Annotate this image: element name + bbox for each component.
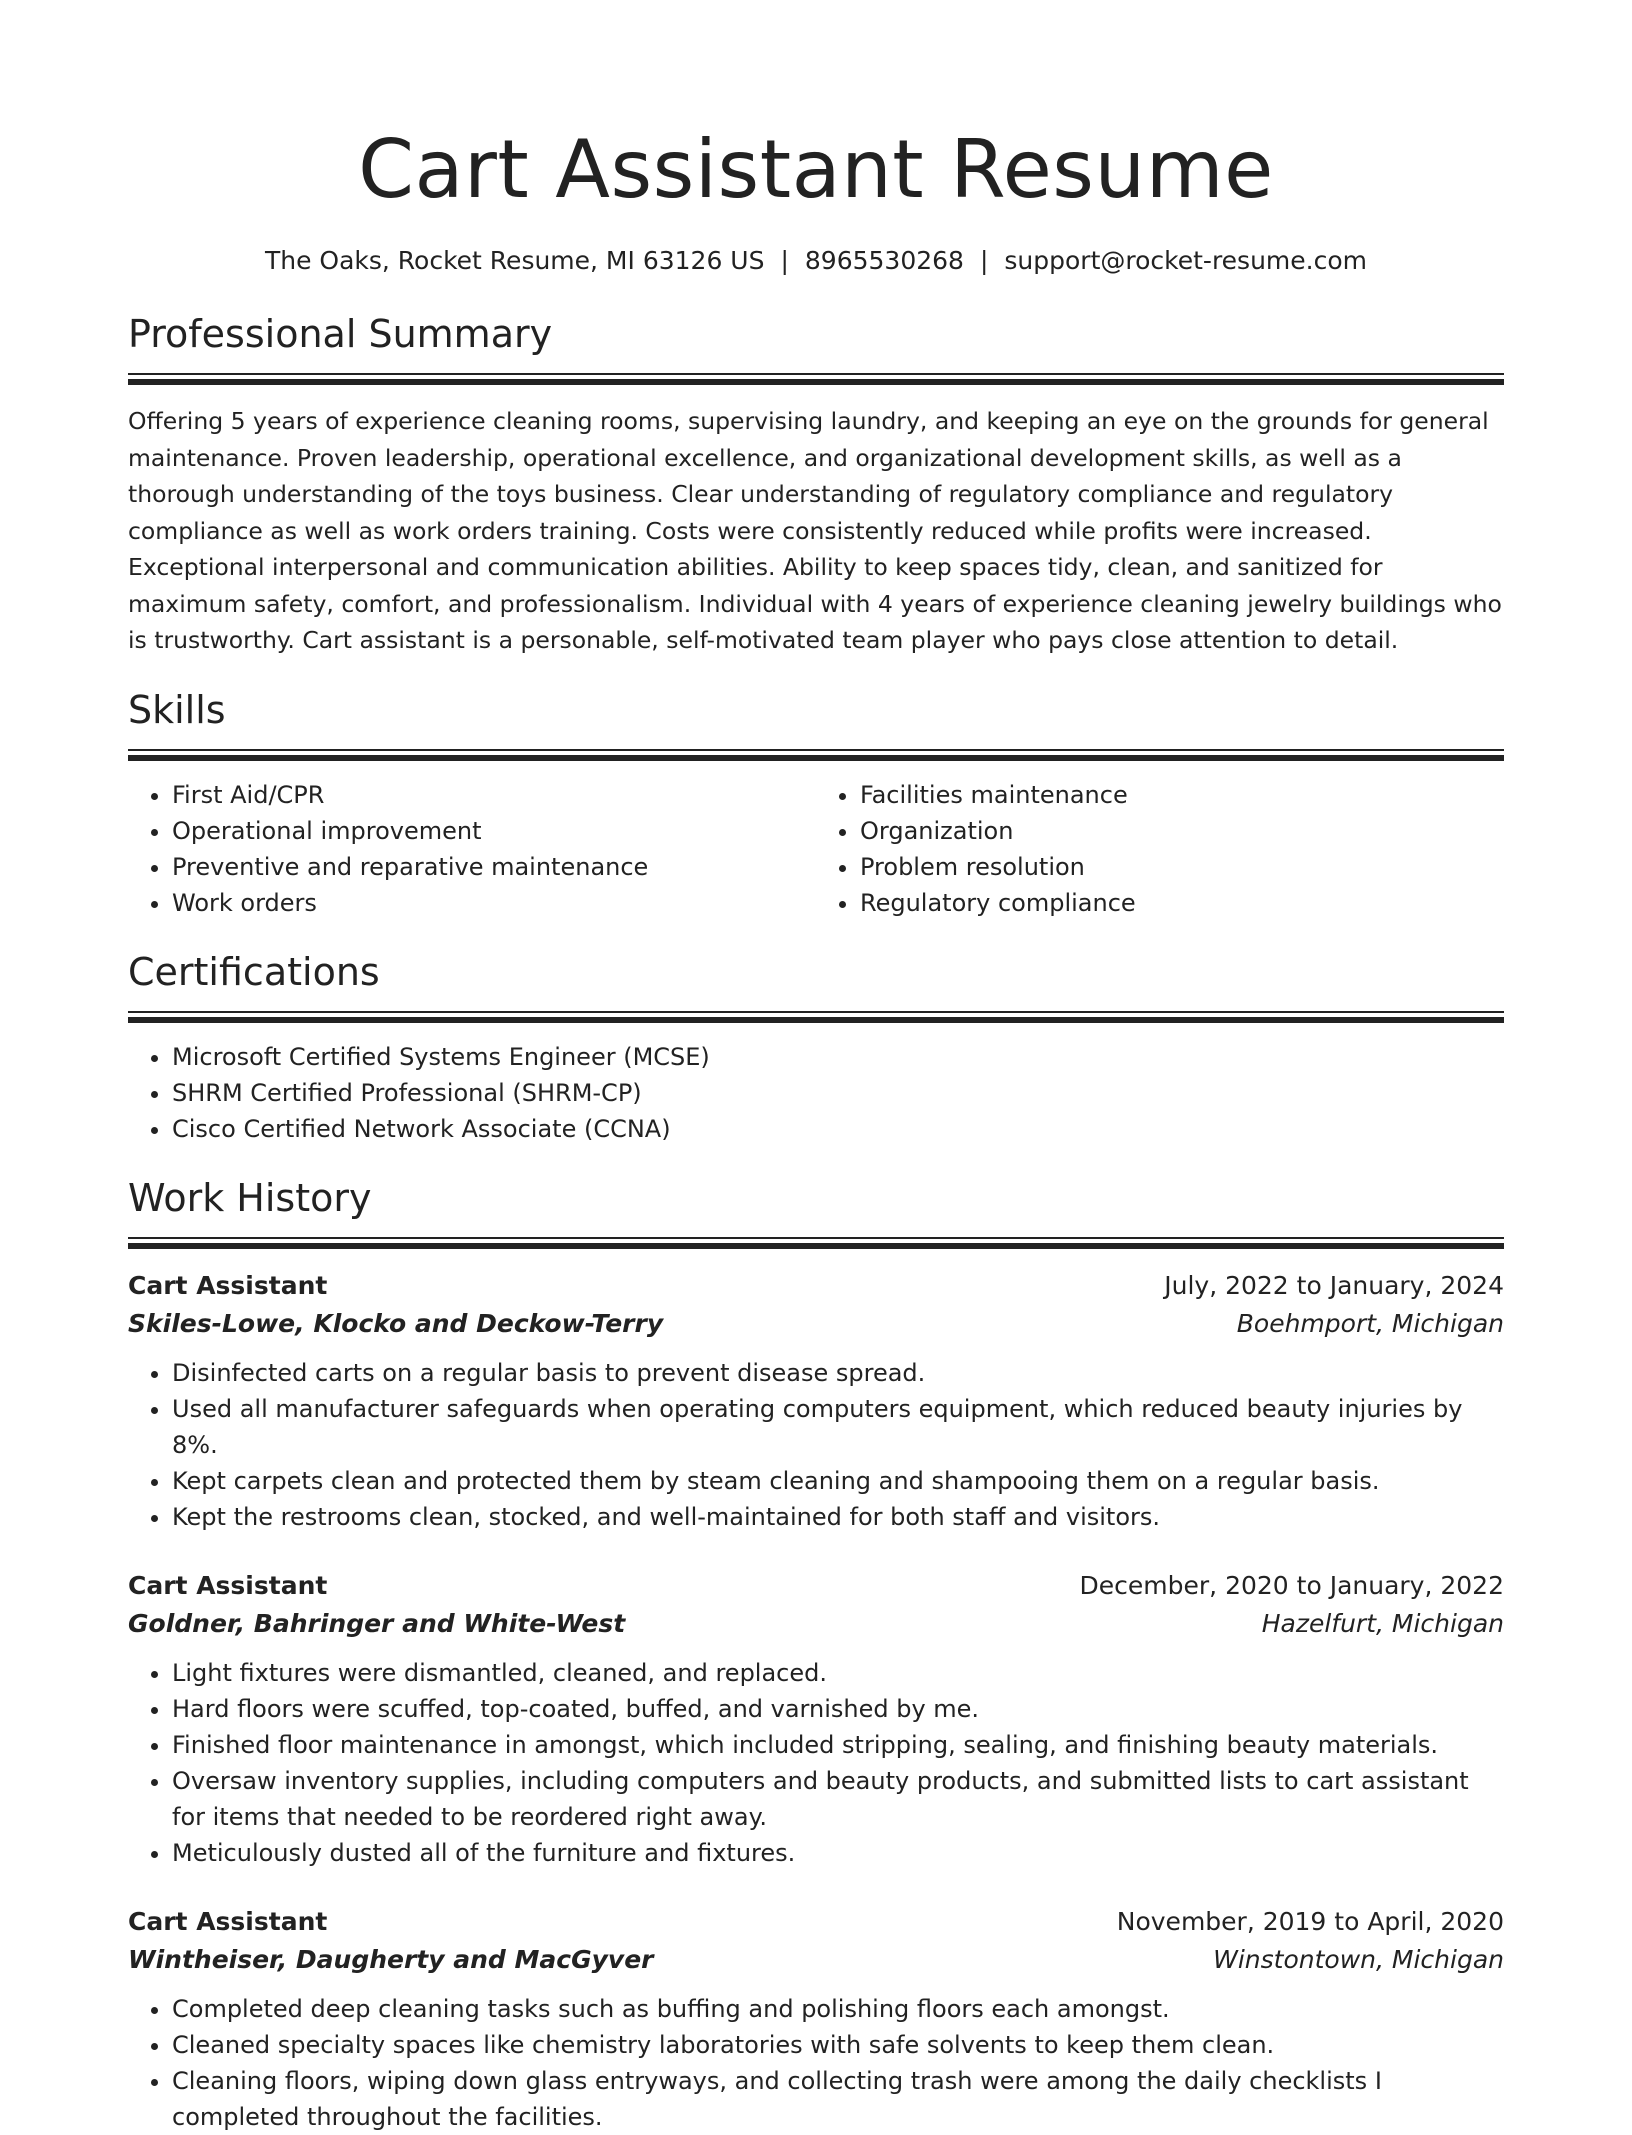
job-subheader bbox=[128, 1941, 1504, 1979]
contact-address: The Oaks, Rocket Resume, MI 63126 US bbox=[264, 246, 765, 275]
summary-text: Offering 5 years of experience cleaning rooms, supervising laundry, and keeping an eye on the grounds for general maintenance. Proven leadership, operational excellence, and organizational development skills, as well as a thorough understanding of the toys business. Clear understanding of regulatory compliance and regulatory compliance as well as work orders training. Costs were consistently reduced while profits were increased. Exceptional interpersonal and communication abilities. Ability to keep spaces tidy, clean, and sanitized for maximum safety, comfort, and professionalism. Individual with 4 years of experience cleaning jewelry buildings who is trustworthy. Cart assistant is a personable, self-motivated team player who pays close attention to detail. bbox=[128, 407, 1502, 654]
certification-item: • Cisco Certified Network Associate (CCNA) bbox=[172, 1111, 1504, 1147]
job-entry bbox=[128, 1567, 1504, 1871]
section-heading-certifications: Certifications bbox=[128, 949, 380, 994]
job-company: Wintheiser, Daugherty and MacGyver bbox=[128, 1944, 654, 1974]
job-bullet: • Kept carpets clean and protected them by steam cleaning and shampooing them on a regular basis. bbox=[172, 1463, 1504, 1499]
job-header bbox=[128, 1903, 1504, 1941]
job-title: Cart Assistant bbox=[128, 1906, 328, 1936]
work-history-section bbox=[128, 1173, 1504, 2135]
resume-title: Cart Assistant Resume bbox=[358, 123, 1274, 216]
section-divider bbox=[128, 1237, 1504, 1249]
job-title: Cart Assistant bbox=[128, 1270, 328, 1300]
job-entry bbox=[128, 1903, 1504, 2135]
contact-email: support@rocket-resume.com bbox=[1004, 246, 1368, 275]
skill-item: • Operational improvement bbox=[172, 813, 816, 849]
job-header bbox=[128, 1267, 1504, 1305]
skill-item: • Work orders bbox=[172, 885, 816, 921]
job-dates: November, 2019 to April, 2020 bbox=[1116, 1906, 1504, 1936]
contact-separator: | bbox=[780, 246, 789, 275]
resume-page bbox=[128, 118, 1504, 2135]
section-heading-skills: Skills bbox=[128, 687, 226, 732]
skills-columns bbox=[128, 777, 1504, 921]
job-entry bbox=[128, 1267, 1504, 1535]
section-divider bbox=[128, 1011, 1504, 1023]
job-company: Skiles-Lowe, Klocko and Deckow-Terry bbox=[128, 1308, 664, 1338]
contact-phone: 8965530268 bbox=[804, 246, 964, 275]
section-divider bbox=[128, 373, 1504, 385]
contact-line bbox=[128, 244, 1504, 278]
job-bullet: • Oversaw inventory supplies, including computers and beauty products, and submitted lists to cart assistant for items that needed to be reordered right away. bbox=[172, 1763, 1504, 1835]
job-bullet: • Hard floors were scuffed, top-coated, buffed, and varnished by me. bbox=[172, 1691, 1504, 1727]
job-bullet: • Cleaning floors, wiping down glass entryways, and collecting trash were among the daily checklists I completed throughout the facilities. bbox=[172, 2063, 1504, 2135]
skill-item: • Problem resolution bbox=[860, 849, 1504, 885]
job-bullets bbox=[128, 1655, 1504, 1871]
skill-item: • Facilities maintenance bbox=[860, 777, 1504, 813]
job-bullets bbox=[128, 1991, 1504, 2135]
job-bullets bbox=[128, 1355, 1504, 1535]
job-subheader bbox=[128, 1605, 1504, 1643]
job-dates: December, 2020 to January, 2022 bbox=[1079, 1570, 1504, 1600]
skill-item: • Regulatory compliance bbox=[860, 885, 1504, 921]
section-heading-work-history: Work History bbox=[128, 1175, 372, 1220]
skills-list-left bbox=[128, 777, 816, 921]
skills-section bbox=[128, 685, 1504, 921]
skill-item: • First Aid/CPR bbox=[172, 777, 816, 813]
certifications-section bbox=[128, 947, 1504, 1147]
skills-list-right bbox=[816, 777, 1504, 921]
section-divider bbox=[128, 749, 1504, 761]
job-bullet: • Used all manufacturer safeguards when operating computers equipment, which reduced beauty injuries by 8%. bbox=[172, 1391, 1504, 1463]
job-company: Goldner, Bahringer and White-West bbox=[128, 1608, 626, 1638]
job-bullet: • Meticulously dusted all of the furniture and fixtures. bbox=[172, 1835, 1504, 1871]
job-bullet: • Disinfected carts on a regular basis to prevent disease spread. bbox=[172, 1355, 1504, 1391]
skill-item: • Preventive and reparative maintenance bbox=[172, 849, 816, 885]
job-location: Boehmport, Michigan bbox=[1236, 1308, 1504, 1338]
summary-section bbox=[128, 309, 1504, 659]
job-bullet: • Cleaned specialty spaces like chemistry laboratories with safe solvents to keep them clean. bbox=[172, 2027, 1504, 2063]
job-location: Hazelfurt, Michigan bbox=[1261, 1608, 1504, 1638]
job-bullet: • Finished floor maintenance in amongst, which included stripping, sealing, and finishing beauty materials. bbox=[172, 1727, 1504, 1763]
job-dates: July, 2022 to January, 2024 bbox=[1164, 1270, 1504, 1300]
job-header bbox=[128, 1567, 1504, 1605]
certifications-list bbox=[128, 1039, 1504, 1147]
job-bullet: • Kept the restrooms clean, stocked, and well-maintained for both staff and visitors. bbox=[172, 1499, 1504, 1535]
certification-item: • SHRM Certified Professional (SHRM-CP) bbox=[172, 1075, 1504, 1111]
job-subheader bbox=[128, 1305, 1504, 1343]
job-bullet: • Completed deep cleaning tasks such as buffing and polishing floors each amongst. bbox=[172, 1991, 1504, 2027]
section-heading-summary: Professional Summary bbox=[128, 312, 553, 356]
skill-item: • Organization bbox=[860, 813, 1504, 849]
job-title: Cart Assistant bbox=[128, 1570, 328, 1600]
job-location: Winstontown, Michigan bbox=[1213, 1944, 1504, 1974]
contact-separator: | bbox=[979, 246, 989, 275]
job-bullet: • Light fixtures were dismantled, cleaned, and replaced. bbox=[172, 1655, 1504, 1691]
certification-item: • Microsoft Certified Systems Engineer (MCSE) bbox=[172, 1039, 1504, 1075]
